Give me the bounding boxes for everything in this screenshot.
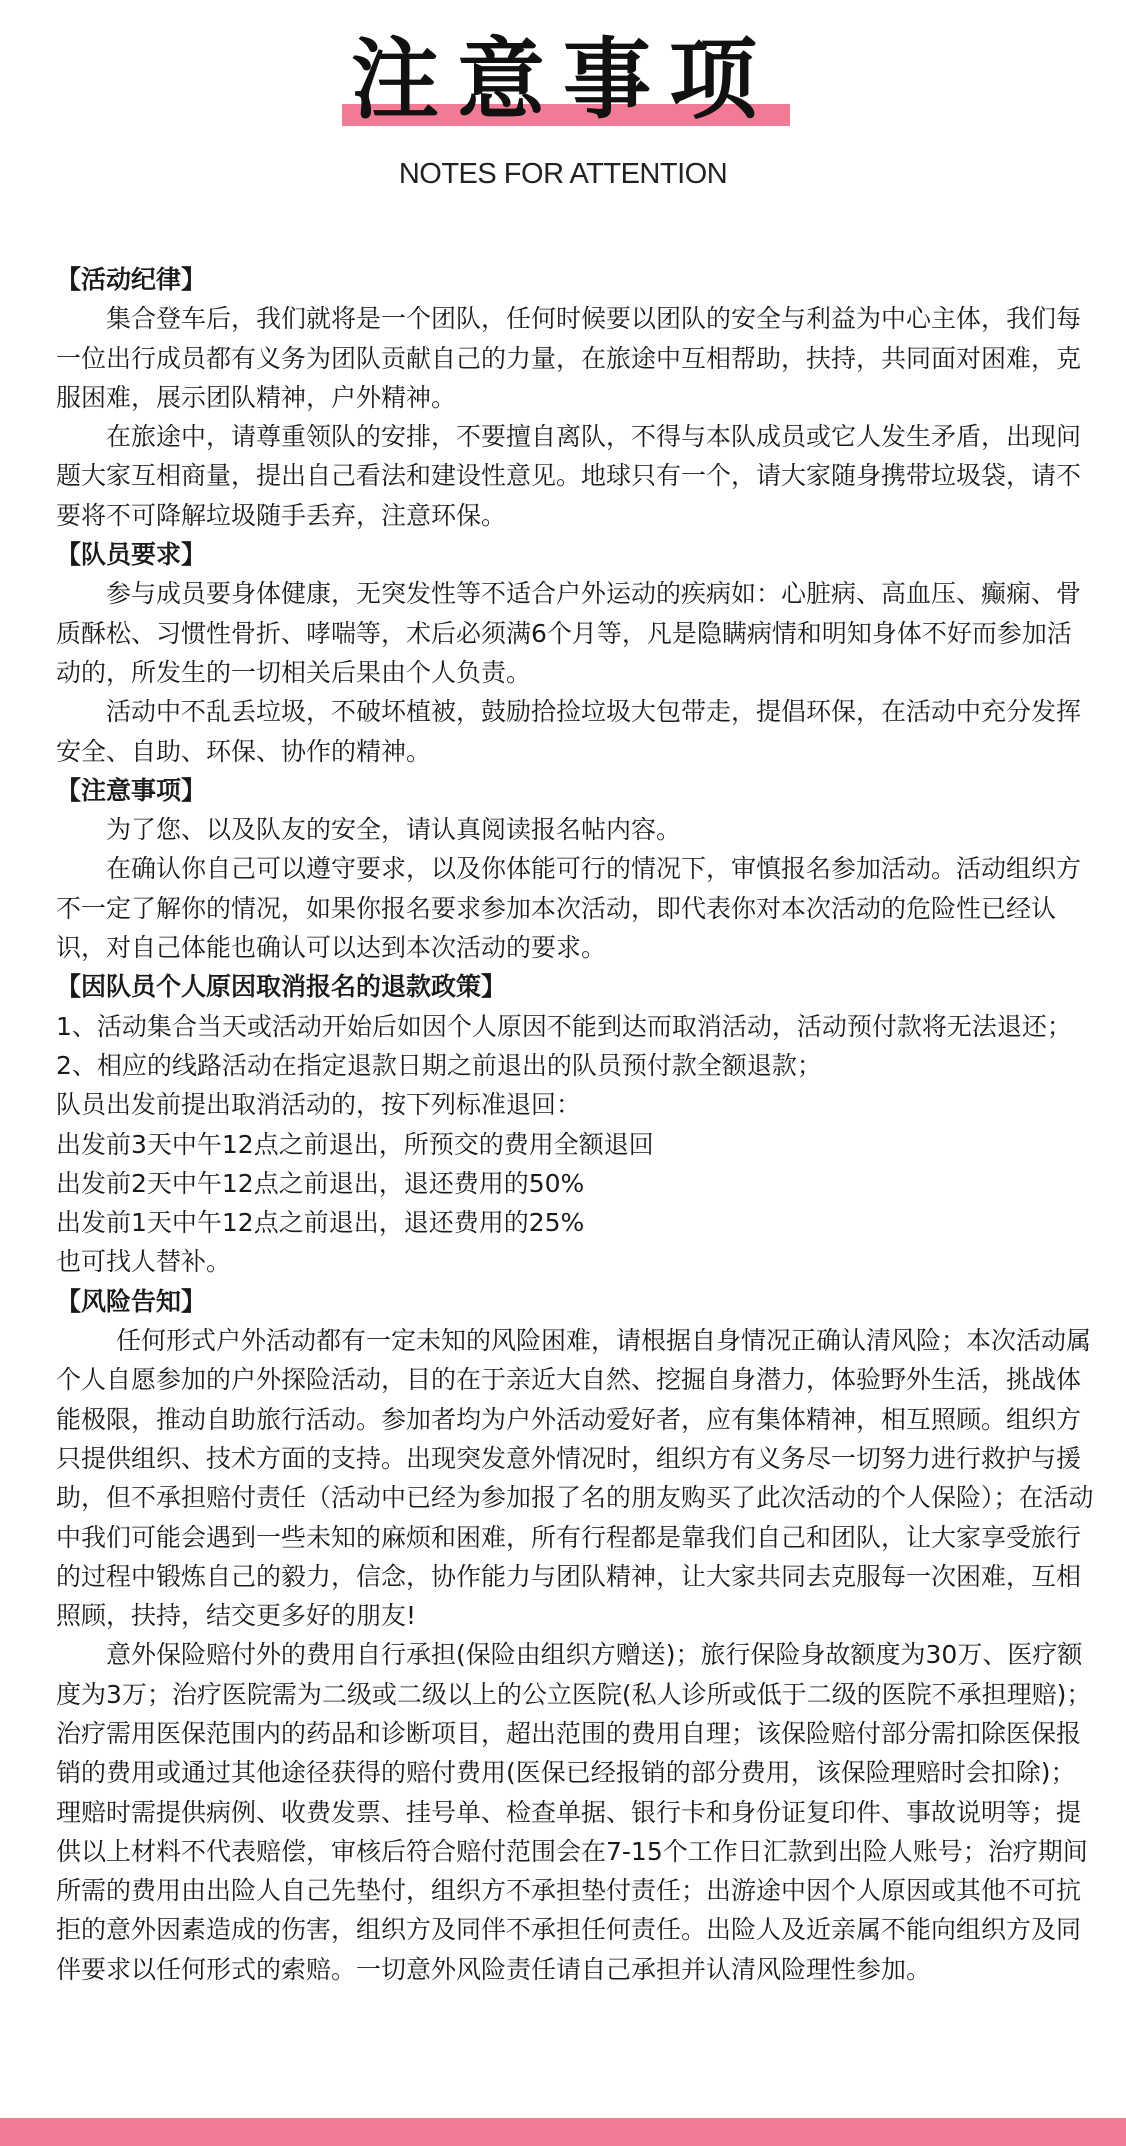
paragraph: 任何形式户外活动都有一定未知的风险困难，请根据自身情况正确认清风险；本次活动属个人自愿参加的户外探险活动，目的在于亲近大自然、挖掘自身潜力，体验野外生活，挑战体能极限，推动自助旅行活动。参加者均为户外活动爱好者，应有集体精神，相互照顾。组织方只提供组织、技术方面的支持。出现突发意外情况时，组织方有义务尽一切努力进行救护与援助，但不承担赔付责任（活动中已经为参加报了名的朋友购买了此次活动的个人保险）；在活动中我们可能会遇到一些未知的麻烦和困难，所有行程都是靠我们自己和团队，让大家享受旅行的过程中锻炼自己的毅力，信念，协作能力与团队精神，让大家共同去克服每一次困难，互相照顾，扶持，结交更多好的朋友! (56, 1326, 1094, 1631)
notice-content (56, 260, 1094, 1989)
paragraph: 为了您、以及队友的安全，请认真阅读报名帖内容。 (106, 815, 682, 845)
list-item: 队员出发前提出取消活动的，按下列标准退回： (56, 1090, 582, 1120)
paragraph: 在旅途中，请尊重领队的安排，不要擅自离队，不得与本队成员或它人发生矛盾，出现问题大家互相商量，提出自己看法和建设性意见。地球只有一个，请大家随身携带垃圾袋，请不要将不可降解垃圾随手丢弃，注意环保。 (56, 422, 1082, 530)
section-heading-attention: 【注意事项】 (56, 775, 207, 805)
paragraph: 集合登车后，我们就将是一个团队，任何时候要以团队的安全与利益为中心主体，我们每一位出行成员都有义务为团队贡献自己的力量，在旅途中互相帮助，扶持，共同面对困难，克服困难，展示团队精神，户外精神。 (56, 304, 1082, 412)
page-subtitle: NOTES FOR ATTENTION (398, 158, 728, 190)
section-heading-refund: 【因队员个人原因取消报名的退款政策】 (56, 972, 507, 1002)
paragraph: 活动中不乱丢垃圾，不破坏植被，鼓励拾捡垃圾大包带走，提倡环保，在活动中充分发挥安全、自助、环保、协作的精神。 (56, 697, 1082, 766)
list-item: 出发前1天中午12点之前退出，退还费用的25% (56, 1208, 585, 1238)
list-item: 也可找人替补。 (56, 1247, 232, 1277)
paragraph: 在确认你自己可以遵守要求，以及你体能可行的情况下，审慎报名参加活动。活动组织方不一定了解你的情况，如果你报名要求参加本次活动，即代表你对本次活动的危险性已经认识，对自己体能也确认可以达到本次活动的要求。 (56, 854, 1082, 963)
list-item: 出发前2天中午12点之前退出，退还费用的50% (56, 1168, 585, 1198)
footer-accent-bar (0, 2118, 1126, 2146)
paragraph: 参与成员要身体健康，无突发性等不适合户外运动的疾病如：心脏病、高血压、癫痫、骨质酥松、习惯性骨折、哮喘等，术后必须满6个月等，凡是隐瞒病情和明知身体不好而参加活动的，所发生的一切相关后果由个人负责。 (56, 579, 1082, 687)
page-header (0, 0, 1126, 230)
paragraph: 意外保险赔付外的费用自行承担(保险由组织方赠送)；旅行保险身故额度为30万、医疗额度为3万；治疗医院需为二级或二级以上的公立医院(私人诊所或低于二级的医院不承担理赔)；治疗需用医保范围内的药品和诊断项目，超出范围的费用自理；该保险赔付部分需扣除医保报销的费用或通过其他途径获得的赔付费用(医保已经报销的部分费用，该保险理赔时会扣除)；理赔时需提供病例、收费发票、挂号单、检查单据、银行卡和身份证复印件、事故说明等；提供以上材料不代表赔偿，审核后符合赔付范围会在7-15个工作日汇款到出险人账号；治疗期间所需的费用由出险人自己先垫付，组织方不承担垫付责任；出游途中因个人原因或其他不可抗拒的意外因素造成的伤害，组织方及同伴不承担任何责任。出险人及近亲属不能向组织方及同伴要求以任何形式的索赔。一切意外风险责任请自己承担并认清风险理性参加。 (56, 1640, 1092, 1984)
section-heading-risk: 【风险告知】 (56, 1286, 207, 1316)
list-item: 1、活动集合当天或活动开始后如因个人原因不能到达而取消活动，活动预付款将无法退还； (56, 1011, 1072, 1041)
page-title: 注意事项 (350, 27, 775, 131)
list-item: 2、相应的线路活动在指定退款日期之前退出的队员预付款全额退款； (56, 1050, 822, 1080)
list-item: 出发前3天中午12点之前退出，所预交的费用全额退回 (56, 1129, 654, 1159)
section-heading-requirements: 【队员要求】 (56, 540, 207, 570)
section-heading-discipline: 【活动纪律】 (56, 265, 207, 294)
